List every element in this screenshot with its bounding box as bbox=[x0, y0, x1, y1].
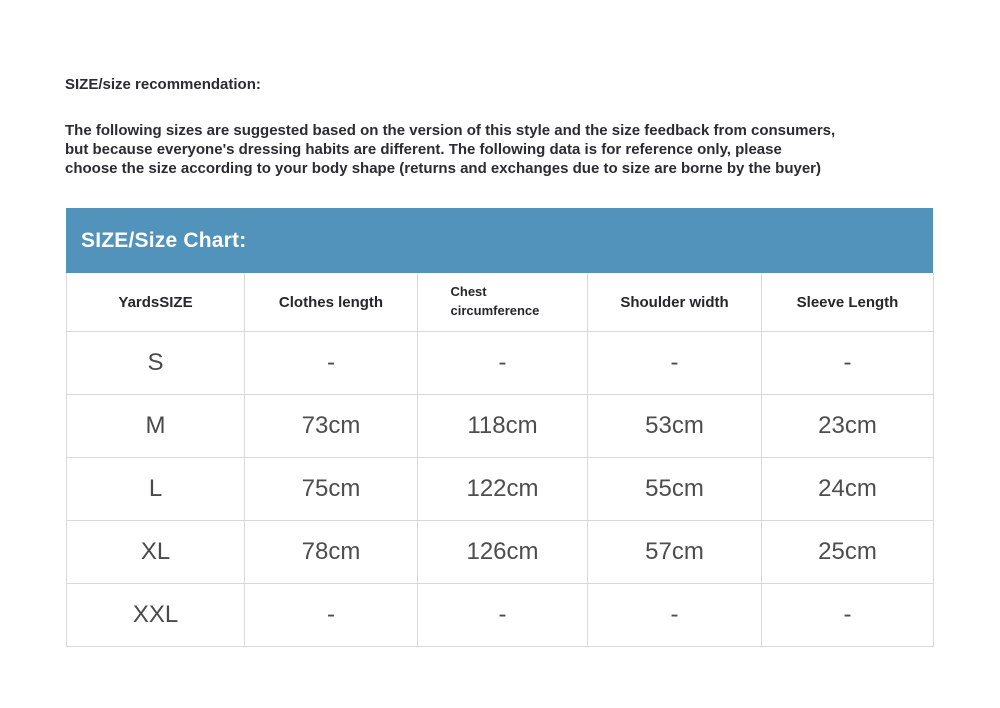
column-header-label: Shoulder width bbox=[620, 293, 729, 311]
value-cell: 24cm bbox=[762, 458, 934, 521]
table-row bbox=[67, 521, 934, 584]
value-cell: 23cm bbox=[762, 395, 934, 458]
table-row bbox=[67, 458, 934, 521]
value-cell: 73cm bbox=[245, 395, 418, 458]
value-cell: 122cm bbox=[418, 458, 588, 521]
header-row bbox=[67, 273, 934, 332]
value-cell: 126cm bbox=[418, 521, 588, 584]
value-cell: 25cm bbox=[762, 521, 934, 584]
paragraph-line: but because everyone's dressing habits are different. The following data is for reference only, please bbox=[65, 141, 782, 158]
column-header-shoulder-width bbox=[588, 273, 762, 332]
value-cell: - bbox=[418, 332, 588, 395]
table-row bbox=[67, 332, 934, 395]
value-cell: 75cm bbox=[245, 458, 418, 521]
size-chart-table bbox=[66, 273, 934, 647]
column-header-clothes-length bbox=[245, 273, 418, 332]
column-header-label: YardsSIZE bbox=[118, 293, 193, 311]
size-recommendation-heading: SIZE/size recommendation: bbox=[65, 76, 261, 93]
size-chart-title-bar bbox=[66, 208, 933, 273]
size-cell: S bbox=[67, 332, 245, 395]
value-cell: - bbox=[762, 584, 934, 647]
value-cell: - bbox=[588, 332, 762, 395]
column-header-chest-circumference bbox=[418, 273, 588, 332]
paragraph-line: choose the size according to your body shape (returns and exchanges due to size are borne by the buyer) bbox=[65, 160, 822, 177]
size-cell: XL bbox=[67, 521, 245, 584]
value-cell: - bbox=[762, 332, 934, 395]
column-header-label: Chest circumference bbox=[450, 284, 540, 318]
column-header-size bbox=[67, 273, 245, 332]
value-cell: 53cm bbox=[588, 395, 762, 458]
size-chart-title: SIZE/Size Chart: bbox=[81, 228, 247, 252]
size-cell: XXL bbox=[67, 584, 245, 647]
column-header-label: Sleeve Length bbox=[796, 293, 899, 311]
size-cell: M bbox=[67, 395, 245, 458]
size-recommendation-paragraph bbox=[65, 121, 835, 178]
value-cell: 78cm bbox=[245, 521, 418, 584]
value-cell: - bbox=[588, 584, 762, 647]
value-cell: 118cm bbox=[418, 395, 588, 458]
table-row bbox=[67, 395, 934, 458]
value-cell: - bbox=[245, 332, 418, 395]
value-cell: 57cm bbox=[588, 521, 762, 584]
paragraph-line: The following sizes are suggested based on the version of this style and the size feedback from consumers, bbox=[65, 122, 836, 139]
table-row bbox=[67, 584, 934, 647]
size-cell: L bbox=[67, 458, 245, 521]
value-cell: 55cm bbox=[588, 458, 762, 521]
column-header-sleeve-length bbox=[762, 273, 934, 332]
column-header-label: Clothes length bbox=[278, 293, 384, 311]
value-cell: - bbox=[245, 584, 418, 647]
value-cell: - bbox=[418, 584, 588, 647]
